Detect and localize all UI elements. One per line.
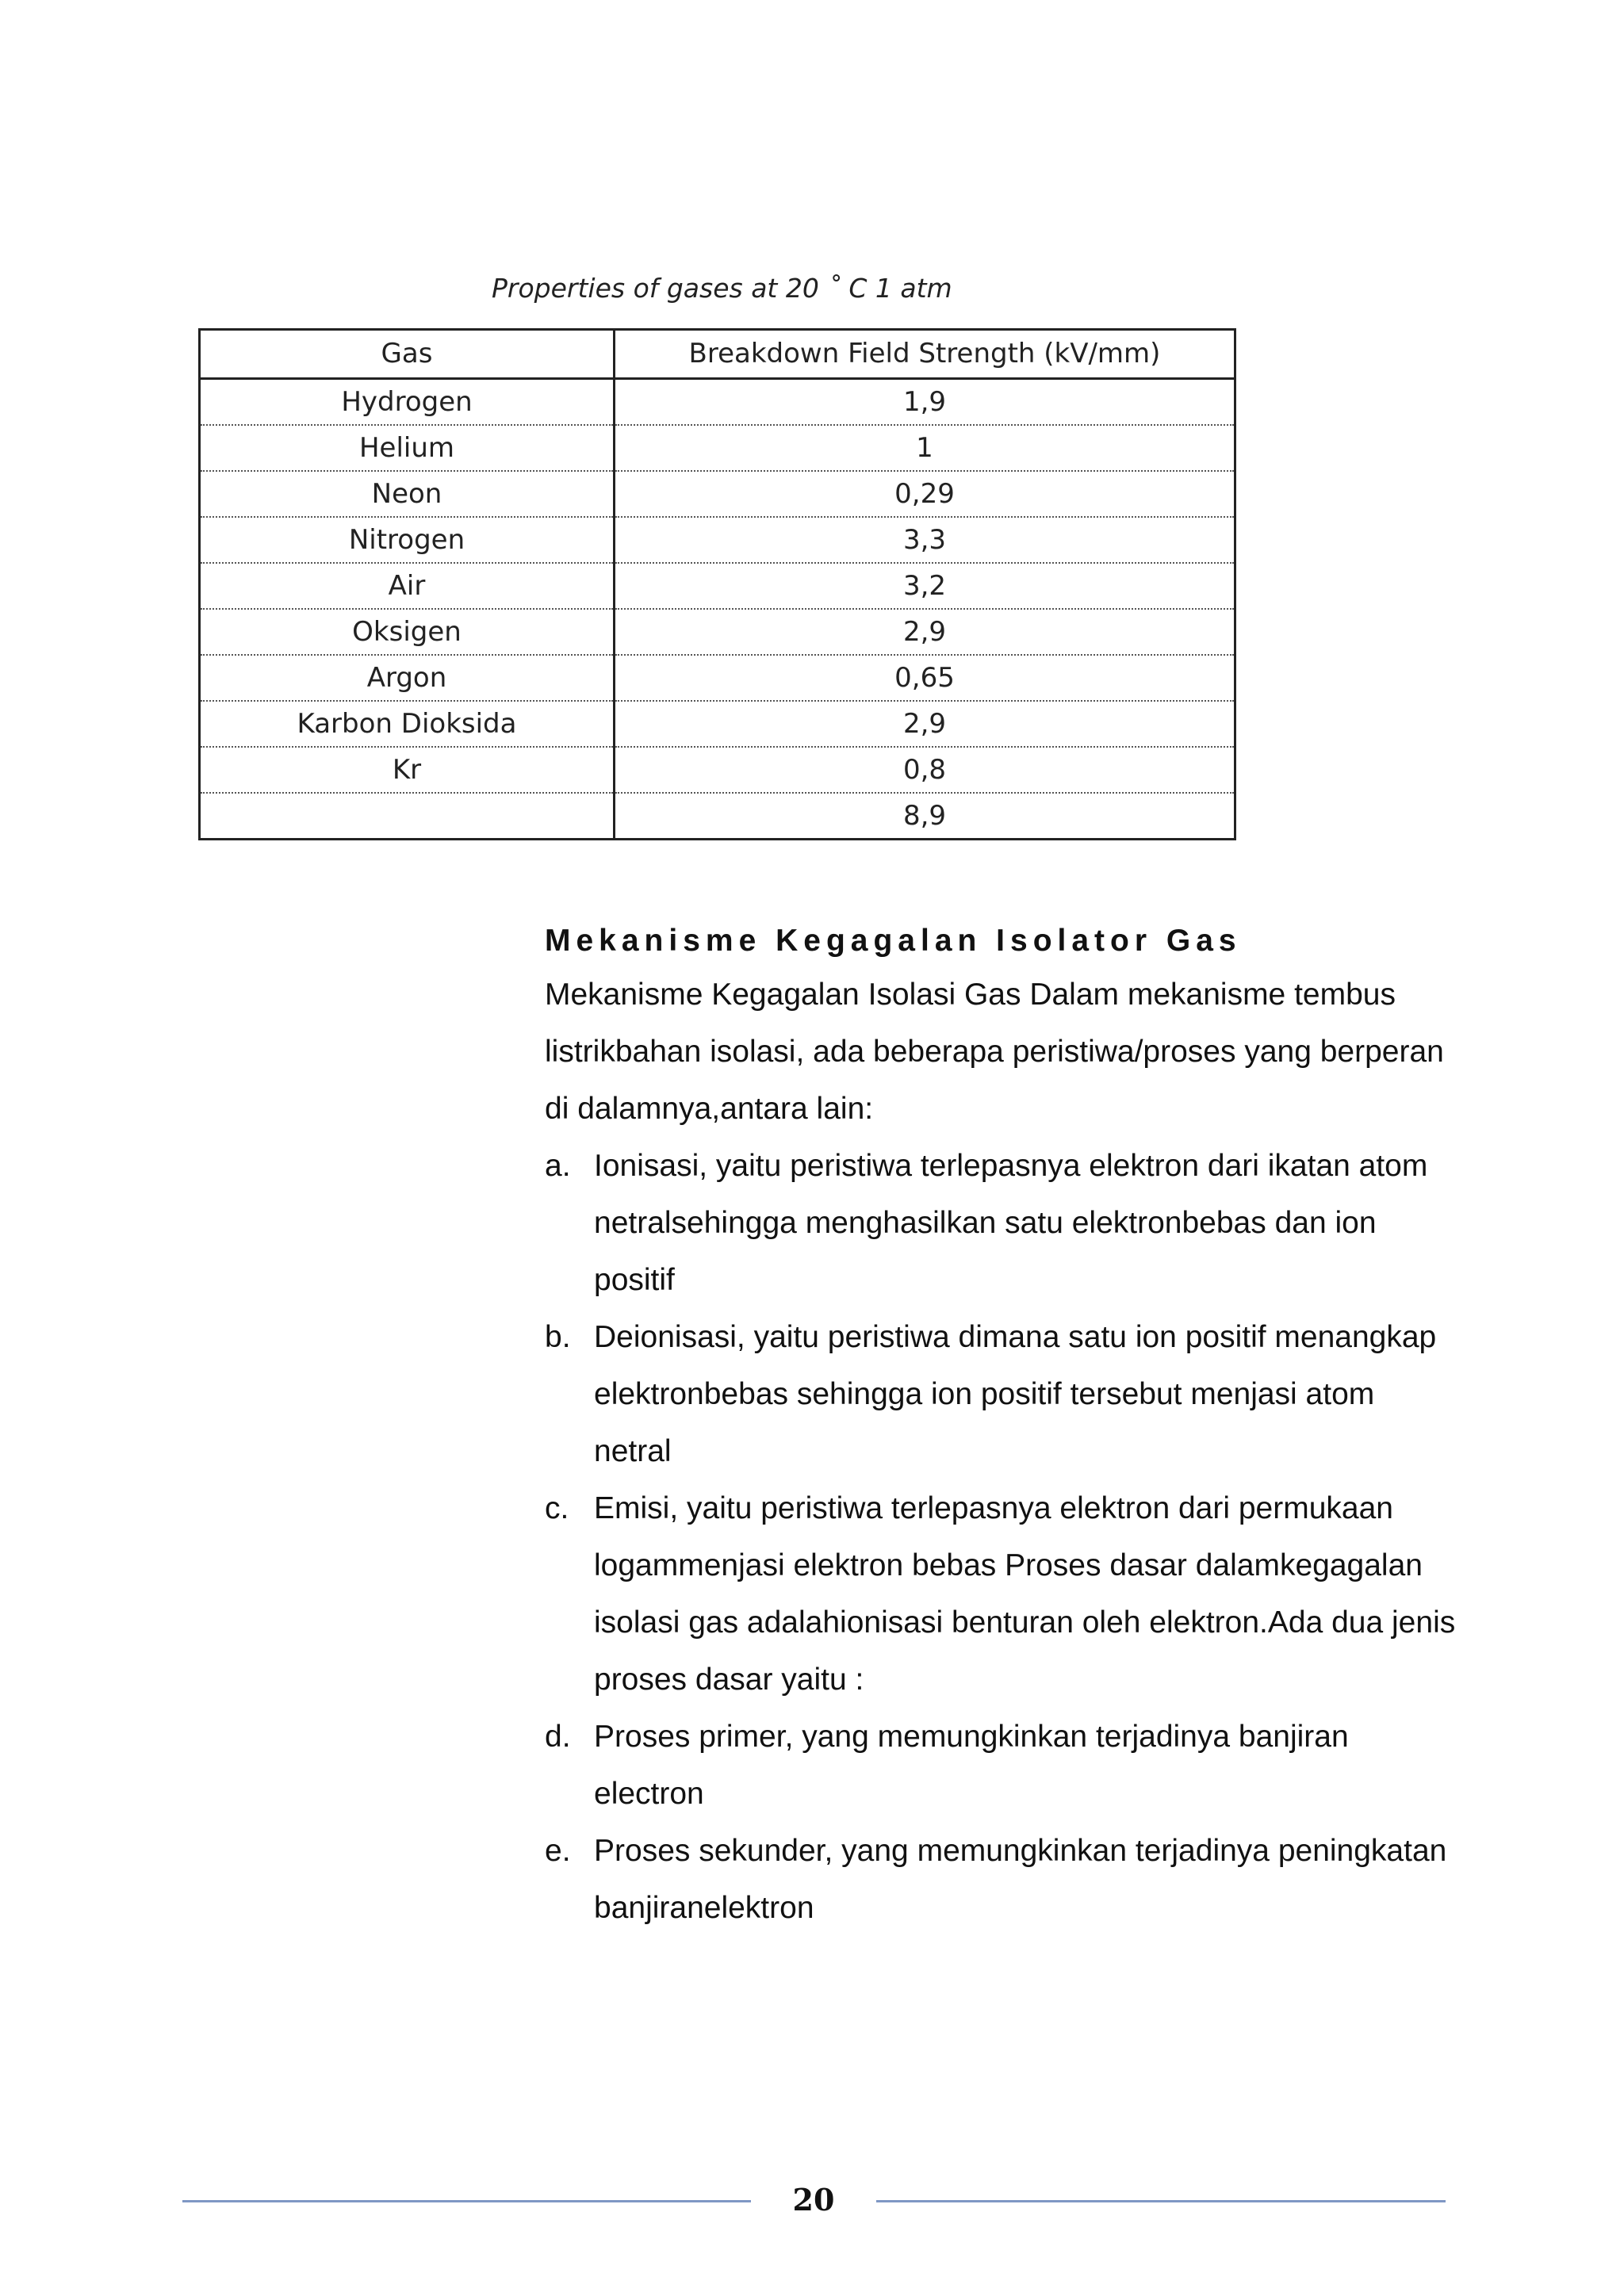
header-breakdown-field-strength: Breakdown Field Strength (kV/mm)	[615, 330, 1235, 379]
list-item	[545, 1480, 1457, 1709]
breakdown-value-cell: 3,2	[615, 563, 1235, 609]
table-row	[200, 701, 1235, 747]
list-item-text: Proses sekunder, yang memungkinkan terjadinya peningkatan banjiranelektron	[594, 1834, 1447, 1925]
list-marker: a.	[545, 1149, 571, 1183]
list-item-text: Emisi, yaitu peristiwa terlepasnya elektron dari permukaan logammenjasi elektron bebas Proses dasar dalamkegagalan isolasi gas adalahionisasi benturan oleh elektron.Ada dua jenis proses dasar yaitu :	[594, 1491, 1456, 1697]
gas-name-cell: Hydrogen	[200, 379, 615, 426]
breakdown-value-cell: 2,9	[615, 701, 1235, 747]
table-row	[200, 747, 1235, 793]
breakdown-value-cell: 8,9	[615, 793, 1235, 840]
breakdown-value-cell: 0,65	[615, 655, 1235, 701]
list-marker: c.	[545, 1491, 569, 1525]
table-row	[200, 793, 1235, 840]
list-item	[545, 1823, 1457, 1937]
footer-divider-left	[182, 2200, 751, 2202]
gas-name-cell: Kr	[200, 747, 615, 793]
gas-name-cell: Nitrogen	[200, 517, 615, 563]
list-item-text: Ionisasi, yaitu peristiwa terlepasnya elektron dari ikatan atom netralsehingga menghasilkan satu elektronbebas dan ion positif	[594, 1149, 1428, 1297]
gas-name-cell: Helium	[200, 425, 615, 471]
breakdown-value-cell: 1	[615, 425, 1235, 471]
breakdown-value-cell: 1,9	[615, 379, 1235, 426]
gas-name-cell: Oksigen	[200, 609, 615, 655]
list-marker: e.	[545, 1834, 571, 1868]
list-item-text: Proses primer, yang memungkinkan terjadinya banjiran electron	[594, 1720, 1349, 1811]
footer-divider-right	[876, 2200, 1446, 2202]
table-row	[200, 425, 1235, 471]
table-row	[200, 471, 1235, 517]
page-number: 20	[792, 2182, 835, 2218]
list-marker: b.	[545, 1320, 571, 1354]
list-item	[545, 1309, 1457, 1480]
list-item-text: Deionisasi, yaitu peristiwa dimana satu ion positif menangkap elektronbebas sehingga ion positif tersebut menjasi atom netral	[594, 1320, 1437, 1468]
breakdown-value-cell: 0,29	[615, 471, 1235, 517]
section-content	[545, 916, 1457, 1937]
gas-name-cell: Argon	[200, 655, 615, 701]
table-row	[200, 563, 1235, 609]
list-item	[545, 1709, 1457, 1823]
table-caption: Properties of gases at 20 ˚ C 1 atm	[492, 273, 952, 304]
list-marker: d.	[545, 1720, 571, 1754]
gas-name-cell	[200, 793, 615, 840]
breakdown-value-cell: 3,3	[615, 517, 1235, 563]
section-title: Mekanisme Kegagalan Isolator Gas	[545, 924, 1242, 958]
page-footer	[0, 2176, 1624, 2224]
breakdown-value-cell: 0,8	[615, 747, 1235, 793]
gas-properties-table	[198, 328, 1236, 840]
table-row	[200, 609, 1235, 655]
table-header-row	[200, 330, 1235, 379]
table-row	[200, 379, 1235, 426]
list-item	[545, 1138, 1457, 1309]
gas-name-cell: Air	[200, 563, 615, 609]
gas-name-cell: Karbon Dioksida	[200, 701, 615, 747]
table-row	[200, 517, 1235, 563]
process-list	[545, 1138, 1457, 1937]
section-intro: Mekanisme Kegagalan Isolasi Gas Dalam mekanisme tembus listrikbahan isolasi, ada beberapa peristiwa/proses yang berperan di dalamnya,antara lain:	[545, 978, 1444, 1126]
gas-name-cell: Neon	[200, 471, 615, 517]
breakdown-value-cell: 2,9	[615, 609, 1235, 655]
table-row	[200, 655, 1235, 701]
header-gas: Gas	[200, 330, 615, 379]
